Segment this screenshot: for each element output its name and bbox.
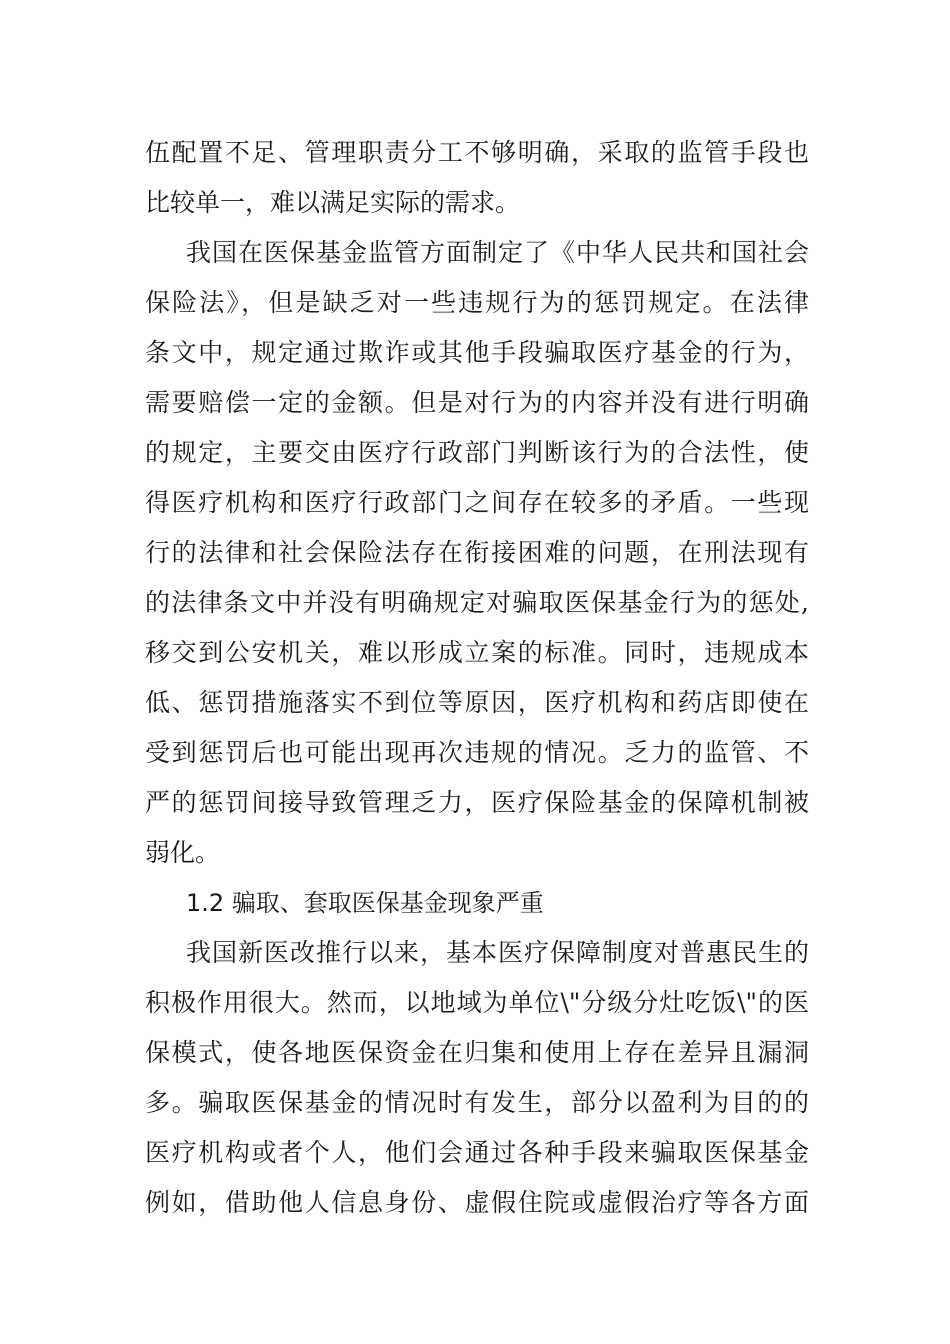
paragraph-line: 我国新医改推行以来，基本医疗保障制度对普惠民生的: [186, 938, 809, 967]
paragraph-line: 的规定，主要交由医疗行政部门判断该行为的合法性，使: [145, 438, 809, 467]
paragraph-line: 伍配置不足、管理职责分工不够明确，采取的监管手段也: [145, 138, 809, 167]
paragraph-line: 低、惩罚措施落实不到位等原因，医疗机构和药店即使在: [145, 688, 809, 717]
paragraph-line: 严的惩罚间接导致管理乏力，医疗保险基金的保障机制被: [145, 788, 809, 817]
paragraph-line: 受到惩罚后也可能出现再次违规的情况。乏力的监管、不: [145, 738, 809, 767]
paragraph-line: 行的法律和社会保险法存在衔接困难的问题，在刑法现有: [145, 538, 809, 567]
paragraph-line: 积极作用很大。然而，以地域为单位\"分级分灶吃饭\"的医: [145, 988, 809, 1017]
paragraph-line: 移交到公安机关，难以形成立案的标准。同时，违规成本: [145, 638, 809, 667]
paragraph-line: 的法律条文中并没有明确规定对骗取医保基金行为的惩处,: [145, 588, 809, 617]
paragraph-line: 比较单一，难以满足实际的需求。: [145, 188, 521, 217]
paragraph-line: 条文中，规定通过欺诈或其他手段骗取医疗基金的行为，: [145, 338, 809, 367]
paragraph-line: 保模式，使各地医保资金在归集和使用上存在差异且漏洞: [145, 1038, 809, 1067]
paragraph-line: 弱化。: [145, 838, 221, 867]
paragraph-line: 需要赔偿一定的金额。但是对行为的内容并没有进行明确: [145, 388, 809, 417]
paragraph-line: 我国在医保基金监管方面制定了《中华人民共和国社会: [186, 238, 809, 267]
paragraph-line: 保险法》，但是缺乏对一些违规行为的惩罚规定。在法律: [145, 288, 809, 317]
paragraph-line: 例如，借助他人信息身份、虚假住院或虚假治疗等各方面: [145, 1188, 809, 1217]
paragraph-line: 医疗机构或者个人，他们会通过各种手段来骗取医保基金: [145, 1138, 809, 1167]
paragraph-line: 得医疗机构和医疗行政部门之间存在较多的矛盾。一些现: [145, 488, 809, 517]
paragraph-line: 多。骗取医保基金的情况时有发生，部分以盈利为目的的: [145, 1088, 809, 1117]
section-heading: 1.2 骗取、套取医保基金现象严重: [186, 889, 544, 917]
